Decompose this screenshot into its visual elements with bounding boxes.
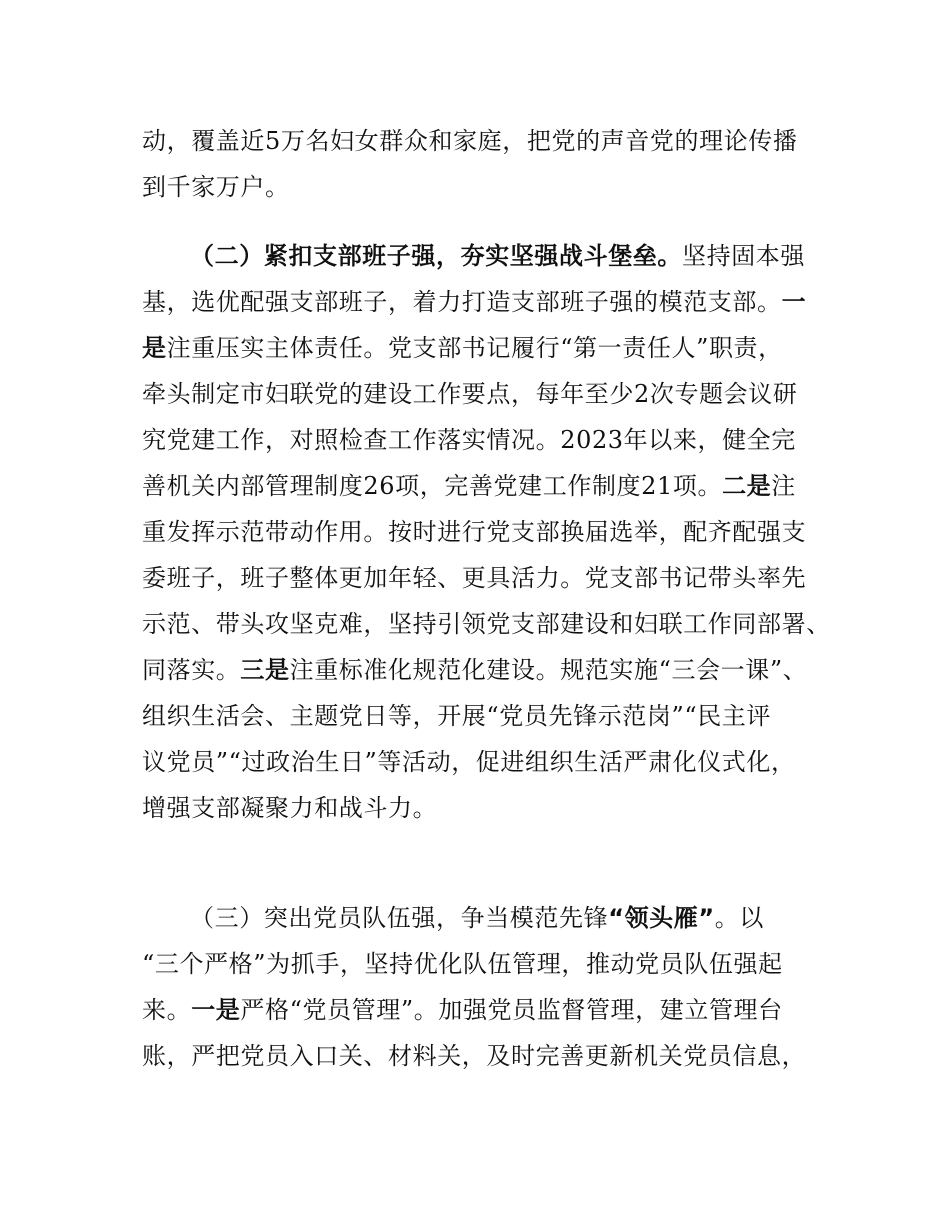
text-line — [142, 279, 822, 325]
text-run: 善机关内部管理制度26项，完善党建工作制度21项。 — [142, 472, 723, 500]
text-line — [142, 233, 822, 279]
text-line — [142, 463, 822, 509]
bold-marker: 一是 — [191, 996, 241, 1024]
text-line — [142, 987, 822, 1033]
text-line: 委班子，班子整体更加年轻、更具活力。党支部书记带头率先 — [142, 564, 807, 592]
bold-marker: “领头雁” — [608, 904, 715, 932]
text-line: 组织生活会、主题党日等，开展“党员先锋示范岗”“民主评 — [142, 702, 772, 730]
text-run: 严格“党员管理”。加强党员监督管理，建立管理台 — [240, 996, 783, 1024]
bold-marker: 是 — [142, 334, 167, 362]
text-run: 基，选优配强支部班子，着力打造支部班子强的模范支部。 — [142, 288, 782, 316]
paragraph-2 — [142, 233, 831, 831]
text-line: 重发挥示范带动作用。按时进行党支部换届选举，配齐配强支 — [142, 518, 807, 546]
section-heading: （二）紧扣支部班子强，夯实坚强战斗堡垒。 — [190, 242, 682, 270]
text-line: 示范、带头攻坚克难，坚持引领党支部建设和妇联工作同部署、 — [142, 610, 831, 638]
text-run: 来。 — [142, 996, 192, 1024]
bold-marker: 一 — [781, 288, 807, 316]
text-line: 议党员”“过政治生日”等活动，促进组织生活严肃化仪式化， — [142, 748, 796, 776]
text-run: 坚持固本强 — [682, 242, 805, 270]
text-run: 注重标准化规范化建设。规范实施“三会一课”、 — [289, 656, 808, 684]
text-run: 。以 — [714, 904, 764, 932]
paragraph-3 — [142, 895, 822, 1079]
paragraph-1 — [142, 118, 822, 210]
bold-marker: 二是 — [722, 472, 772, 500]
text-line: 究党建工作，对照检查工作落实情况。2023年以来，健全完 — [142, 426, 796, 454]
text-line: 账，严把党员入口关、材料关，及时完善更新机关党员信息， — [142, 1042, 807, 1070]
text-line: 增强支部凝聚力和战斗力。 — [142, 794, 438, 822]
text-line: 牵头制定市妇联党的建设工作要点，每年至少2次专题会议研 — [142, 380, 798, 408]
section-heading: （三）突出党员队伍强，争当模范先锋 — [190, 904, 609, 932]
bold-marker: 三是 — [240, 656, 290, 684]
text-line: 到千家万户。 — [142, 173, 290, 201]
text-line — [142, 325, 822, 371]
text-run: 注 — [771, 472, 796, 500]
text-line: “三个严格”为抓手，坚持优化队伍管理，推动党员队伍强起 — [142, 950, 783, 978]
text-line — [142, 895, 822, 941]
text-line: 动，覆盖近5万名妇女群众和家庭，把党的声音党的理论传播 — [142, 127, 798, 155]
text-run: 同落实。 — [142, 656, 241, 684]
text-run: 注重压实主体责任。党支部书记履行“第一责任人”职责， — [166, 334, 783, 362]
text-line — [142, 647, 822, 693]
